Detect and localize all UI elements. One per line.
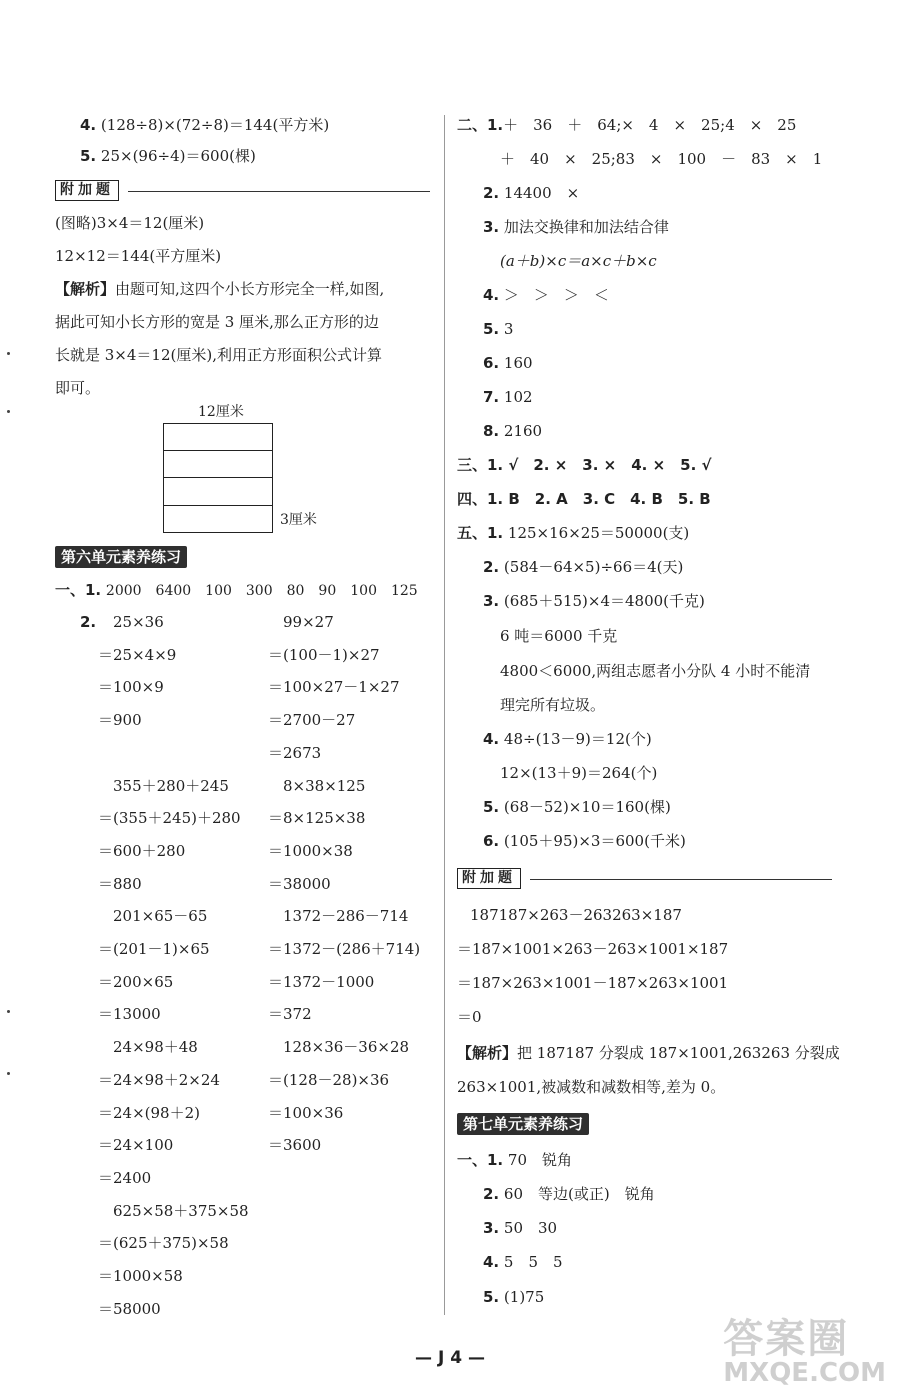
calc-line: 1372－286－714 xyxy=(283,907,409,925)
margin-dot xyxy=(7,410,10,413)
calc-line: ＝2700－27 xyxy=(268,711,356,729)
u7-5: 5. (1)75 xyxy=(483,1288,545,1306)
u7-3: 3. 50 30 xyxy=(483,1219,558,1237)
section-si: 四、1. B 2. A 3. C 4. B 5. B xyxy=(457,490,711,508)
wu-3: 3. (685＋515)×4＝4800(千克) xyxy=(483,592,705,610)
u7-4: 4. 5 5 5 xyxy=(483,1253,563,1271)
left-q4: 4. (128÷8)×(72÷8)＝144(平方米) xyxy=(80,116,330,134)
extra-rule-left xyxy=(128,191,430,192)
calc-line: ＝25×4×9 xyxy=(98,646,177,664)
r3: 3. 加法交换律和加法结合律 xyxy=(483,218,669,236)
wu-4b: 12×(13＋9)＝264(个) xyxy=(500,764,658,782)
calc-line: ＝(100－1)×27 xyxy=(268,646,380,664)
calc-line: ＝600＋280 xyxy=(98,842,186,860)
wu-2: 2. (584－64×5)÷66＝4(天) xyxy=(483,558,684,576)
watermark-logo: 答案圈 MXQE.COM xyxy=(723,1316,886,1388)
wu-6: 6. (105＋95)×3＝600(千米) xyxy=(483,832,686,850)
page-footer: — J 4 — xyxy=(415,1348,485,1368)
calc-line: ＝8×125×38 xyxy=(268,809,366,827)
calc-line: ＝2673 xyxy=(268,744,322,762)
wu-3b: 6 吨＝6000 千克 xyxy=(500,627,618,645)
calc-line: ＝200×65 xyxy=(98,973,174,991)
calc-line: ＝(201－1)×65 xyxy=(98,940,210,958)
ex-line-1: 187187×263－263263×187 xyxy=(470,906,682,924)
calc-line: 8×38×125 xyxy=(283,777,366,795)
r-line-2: ＋ 40 × 25;83 × 100 － 83 × 1 xyxy=(500,150,823,168)
calc-line: 99×27 xyxy=(283,613,334,631)
calc-line: ＝1000×58 xyxy=(98,1267,183,1285)
calc-line: ＝24×98＋2×24 xyxy=(98,1071,220,1089)
calc-line: 201×65－65 xyxy=(113,907,208,925)
extra-line-2: 12×12＝144(平方厘米) xyxy=(55,247,222,265)
margin-dot xyxy=(7,1010,10,1013)
calc-line: ＝900 xyxy=(98,711,142,729)
calc-line: ＝58000 xyxy=(98,1300,161,1318)
calc-line: 25×36 xyxy=(113,613,164,631)
calc-line: ＝3600 xyxy=(268,1136,322,1154)
calc-line: ＝100×9 xyxy=(98,678,164,696)
calc-line: 625×58＋375×58 xyxy=(113,1202,249,1220)
r8: 8. 2160 xyxy=(483,422,543,440)
figure-top-label: 12厘米 xyxy=(198,404,244,420)
calc-line: ＝13000 xyxy=(98,1005,161,1023)
u7-1: 一、1. 70 锐角 xyxy=(457,1151,573,1169)
wu-1: 五、1. 125×16×25＝50000(支) xyxy=(457,524,690,542)
unit7-title-banner: 第七单元素养练习 xyxy=(457,1113,589,1135)
right-analysis-1: 【解析】把 187187 分裂成 187×1001,263263 分裂成 xyxy=(457,1044,840,1062)
r5: 5. 3 xyxy=(483,320,514,338)
calc-line: ＝24×100 xyxy=(98,1136,174,1154)
ex-line-2: ＝187×1001×263－263×1001×187 xyxy=(457,940,729,958)
left-q5: 5. 25×(96÷4)＝600(棵) xyxy=(80,147,256,165)
u7-2: 2. 60 等边(或正) 锐角 xyxy=(483,1185,655,1203)
calc-line: ＝100×27－1×27 xyxy=(268,678,400,696)
r4: 4. ＞ ＞ ＞ ＜ xyxy=(483,286,609,304)
calc-line: ＝24×(98＋2) xyxy=(98,1104,200,1122)
calc-line: ＝372 xyxy=(268,1005,312,1023)
calc-line: 355＋280＋245 xyxy=(113,777,229,795)
ex-line-3: ＝187×263×1001－187×263×1001 xyxy=(457,974,729,992)
calc-line: ＝2400 xyxy=(98,1169,152,1187)
calc-line: ＝1372－(286＋714) xyxy=(268,940,421,958)
calc-line: ＝100×36 xyxy=(268,1104,344,1122)
unit6-title-banner: 第六单元素养练习 xyxy=(55,546,187,568)
analysis-line-2: 据此可知小长方形的宽是 3 厘米,那么正方形的边 xyxy=(55,313,379,331)
calc-line: 24×98＋48 xyxy=(113,1038,198,1056)
column-divider xyxy=(444,115,445,1315)
wu-4: 4. 48÷(13－9)＝12(个) xyxy=(483,730,652,748)
extra-question-label-left: 附加题 xyxy=(55,180,119,201)
rectangle-figure xyxy=(163,423,273,533)
section-san: 三、1. √ 2. × 3. × 4. × 5. √ xyxy=(457,456,712,474)
calc-line: ＝(355＋245)＋280 xyxy=(98,809,241,827)
figure-side-label: 3厘米 xyxy=(280,512,317,528)
wu-3c: 4800＜6000,两组志愿者小分队 4 小时不能清 xyxy=(500,662,811,680)
calc-line: ＝(128－28)×36 xyxy=(268,1071,390,1089)
margin-dot xyxy=(7,352,10,355)
u6-q1: 一、1. 2000 6400 100 300 80 90 100 125 xyxy=(55,581,418,599)
u6-q2-num: 2. xyxy=(80,613,97,631)
extra-rule-right xyxy=(530,879,832,880)
r2: 2. 14400 × xyxy=(483,184,580,202)
r3-formula: (a＋b)×c＝a×c＋b×c xyxy=(500,252,657,270)
analysis-line-4: 即可。 xyxy=(55,379,101,397)
r6: 6. 160 xyxy=(483,354,533,372)
calc-line: 128×36－36×28 xyxy=(283,1038,410,1056)
margin-dot xyxy=(7,1072,10,1075)
extra-line-1: (图略)3×4＝12(厘米) xyxy=(55,214,205,232)
right-analysis-2: 263×1001,被减数和减数相等,差为 0。 xyxy=(457,1078,726,1096)
wu-3d: 理完所有垃圾。 xyxy=(500,696,606,714)
wu-5: 5. (68－52)×10＝160(棵) xyxy=(483,798,671,816)
extra-question-label-right: 附加题 xyxy=(457,868,521,889)
analysis-line-3: 长就是 3×4＝12(厘米),利用正方形面积公式计算 xyxy=(55,346,382,364)
calc-line: ＝1372－1000 xyxy=(268,973,375,991)
ex-line-4: ＝0 xyxy=(457,1008,482,1026)
calc-line: ＝38000 xyxy=(268,875,331,893)
calc-line: ＝1000×38 xyxy=(268,842,353,860)
calc-line: ＝(625＋375)×58 xyxy=(98,1234,229,1252)
r-line-1: 二、1.＋ 36 ＋ 64;× 4 × 25;4 × 25 xyxy=(457,116,797,134)
analysis-line-1: 【解析】由题可知,这四个小长方形完全一样,如图, xyxy=(55,280,385,298)
r7: 7. 102 xyxy=(483,388,533,406)
calc-line: ＝880 xyxy=(98,875,142,893)
